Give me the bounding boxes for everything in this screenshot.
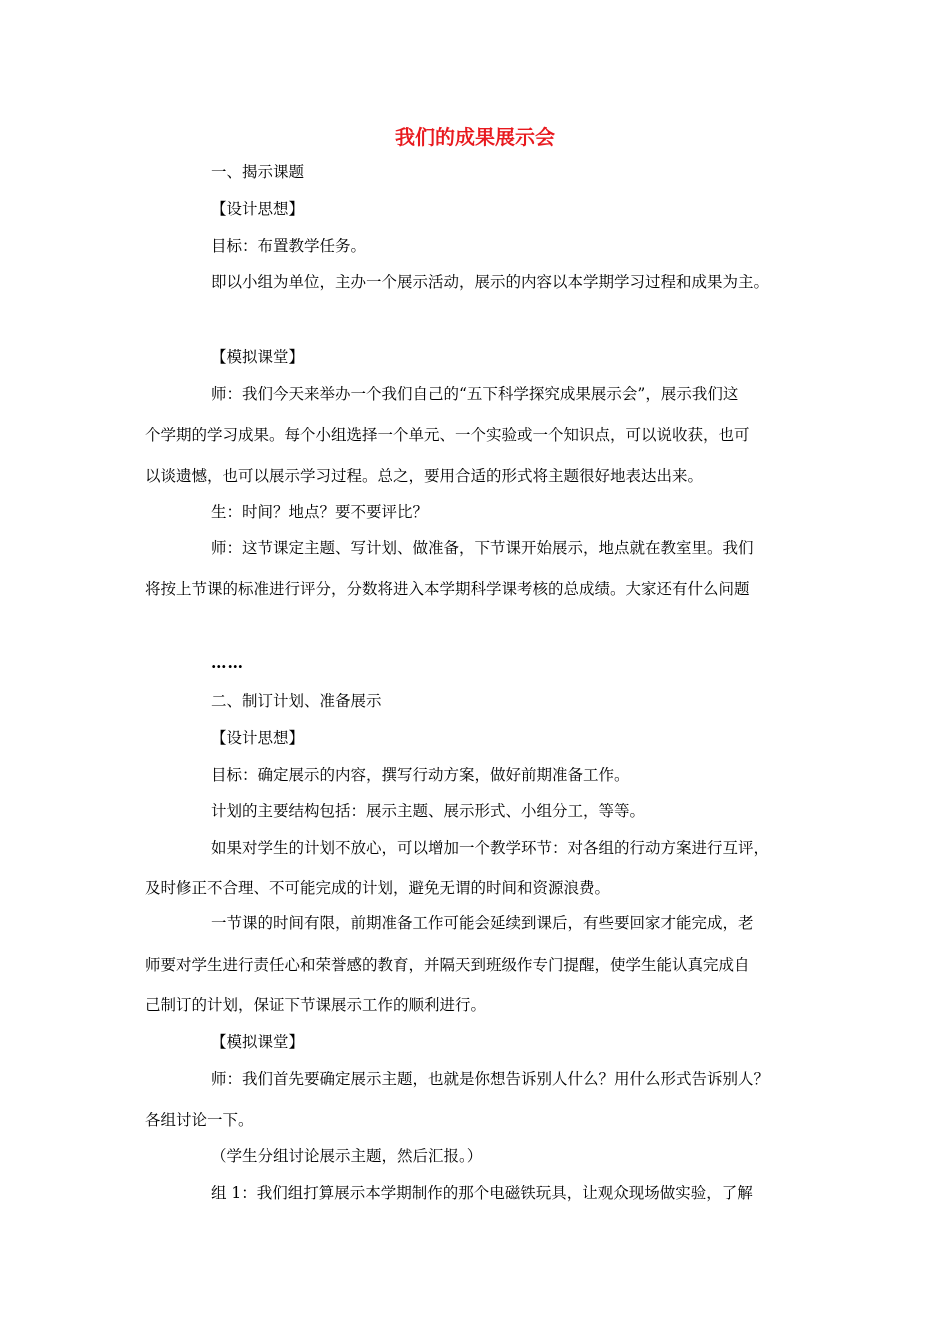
design-label: 【设计思想】 xyxy=(211,729,305,747)
section-heading: 一、揭示课题 xyxy=(211,163,305,181)
paragraph-line: 己制订的计划，保证下节课展示工作的顺利进行。 xyxy=(145,996,487,1014)
paragraph-line: 将按上节课的标准进行评分，分数将进入本学期科学课考核的总成绩。大家还有什么问题 xyxy=(145,580,750,598)
class-label: 【模拟课堂】 xyxy=(211,348,305,366)
paragraph-line: 师：这节课定主题、写计划、做准备，下节课开始展示，地点就在教室里。我们 xyxy=(211,539,754,557)
paragraph-line: 计划的主要结构包括：展示主题、展示形式、小组分工，等等。 xyxy=(211,802,646,820)
paragraph-line: 个学期的学习成果。每个小组选择一个单元、一个实验或一个知识点，可以说收获，也可 xyxy=(145,426,750,444)
paragraph-line: 生：时间？地点？要不要评比？ xyxy=(211,503,429,521)
paragraph-line: 各组讨论一下。 xyxy=(145,1111,254,1129)
paragraph-line: 一节课的时间有限，前期准备工作可能会延续到课后，有些要回家才能完成，老 xyxy=(211,914,754,932)
paragraph-line: 师要对学生进行责任心和荣誉感的教育，并隔天到班级作专门提醒，使学生能认真完成自 xyxy=(145,956,750,974)
goal-text: 目标：布置教学任务。 xyxy=(211,237,367,255)
paragraph-line: 及时修正不合理、不可能完成的计划，避免无谓的时间和资源浪费。 xyxy=(145,879,611,897)
document-title: 我们的成果展示会 xyxy=(395,125,555,149)
paragraph-line: 师：我们今天来举办一个我们自己的“五下科学探究成果展示会”，展示我们这 xyxy=(211,385,739,403)
paragraph-line: 如果对学生的计划不放心，可以增加一个教学环节：对各组的行动方案进行互评， xyxy=(211,839,770,857)
paragraph-line: 即以小组为单位，主办一个展示活动，展示的内容以本学期学习过程和成果为主。 xyxy=(211,273,770,291)
design-label: 【设计思想】 xyxy=(211,200,305,218)
goal-text: 目标：确定展示的内容，撰写行动方案，做好前期准备工作。 xyxy=(211,766,630,784)
ellipsis: …… xyxy=(211,653,244,672)
class-label: 【模拟课堂】 xyxy=(211,1033,305,1051)
paragraph-line: 组 1：我们组打算展示本学期制作的那个电磁铁玩具，让观众现场做实验，了解 xyxy=(211,1184,753,1202)
paragraph-line: 以谈遗憾，也可以展示学习过程。总之，要用合适的形式将主题很好地表达出来。 xyxy=(145,467,704,485)
paragraph-line: 师：我们首先要确定展示主题，也就是你想告诉别人什么？用什么形式告诉别人？ xyxy=(211,1070,770,1088)
paragraph-line: （学生分组讨论展示主题，然后汇报。） xyxy=(211,1147,483,1165)
section-heading: 二、制订计划、准备展示 xyxy=(211,692,382,710)
